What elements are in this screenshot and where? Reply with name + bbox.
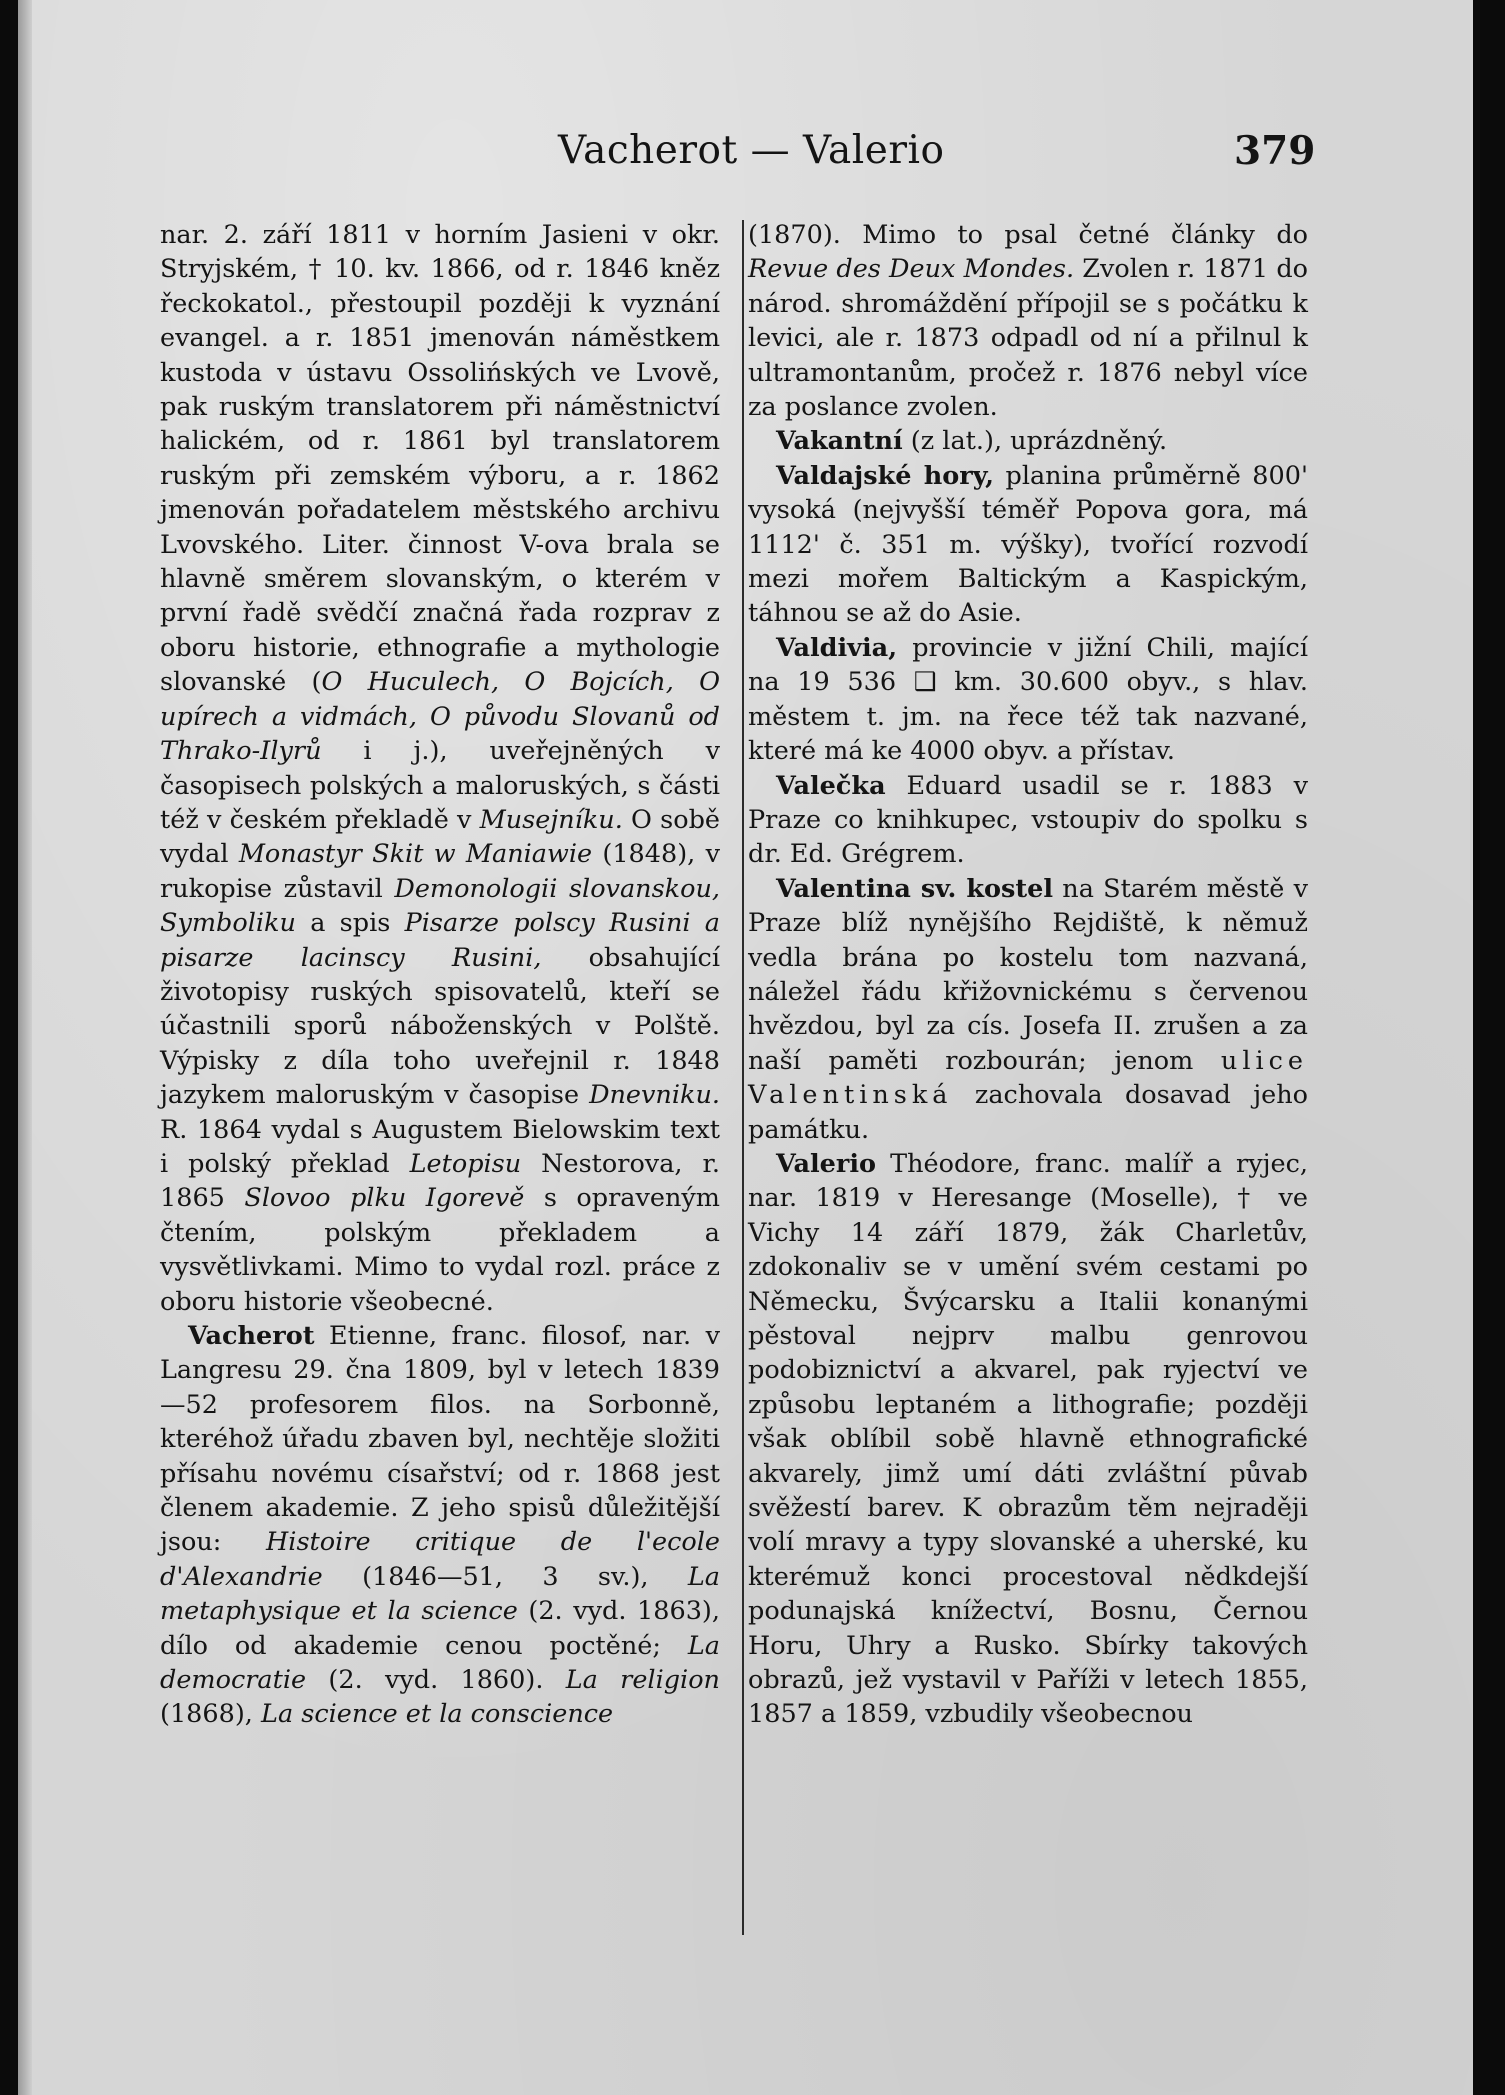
text-run: La democratie xyxy=(160,1630,720,1696)
text-run: (1848), v rukopise zůstavil xyxy=(160,839,720,904)
text-run: Eduard usadil se r. 1883 v Praze co knihkupec, vstoupiv do spolku s dr. Ed. Grégrem. xyxy=(748,770,1308,870)
text-run: O sobě vydal xyxy=(160,804,720,870)
text-run: (2. vyd. 1863), dílo od akademie cenou poctěné; xyxy=(160,1596,720,1661)
text-run: a spis xyxy=(295,908,405,939)
headword: Valdajské hory, xyxy=(776,460,994,491)
entry-vakantni xyxy=(748,424,1308,458)
text-run: La religion xyxy=(565,1665,720,1696)
text-run: (2. vyd. 1860). xyxy=(306,1665,566,1696)
text-run: (z lat.), uprázdněný. xyxy=(902,426,1168,457)
entry-valecka xyxy=(748,769,1308,872)
page-number: 379 xyxy=(1234,128,1316,174)
column-divider xyxy=(742,220,744,1935)
text-run: Zvolen r. 1871 do národ. shromáždění přípojil se s počátku k levici, ale r. 1873 odpadl od ní a přilnul k ultramontanům, pročež r. 1876 nebyl více za poslance zvolen. xyxy=(748,254,1308,423)
entry-continuation xyxy=(748,218,1308,424)
text-run: planina průměrně 800' vysoká (nejvyšší téměř Popova gora, má 1112' č. 351 m. výšky), tvořící rozvodí mezi mořem Baltickým a Kaspickým, táhnou se až do Asie. xyxy=(748,460,1308,629)
entry-valdajske-hory xyxy=(748,459,1308,631)
text-run: s opraveným čtením, polským překladem a vysvětlivkami. Mimo to vydal rozl. práce z oboru historie všeobecné. xyxy=(160,1183,720,1317)
text-run: Revue des Deux Mondes. xyxy=(748,254,1075,285)
page-header xyxy=(18,128,1473,188)
entry-vacherot xyxy=(160,1319,720,1732)
text-run: (1870). Mimo to psal četné články do xyxy=(748,220,1308,250)
headword: Valdivia, xyxy=(776,632,898,663)
text-run: La science et la conscience xyxy=(261,1699,614,1730)
text-run: Slovoo plku Igorevě xyxy=(244,1183,525,1214)
text-run: La metaphysique et la science xyxy=(160,1561,720,1627)
text-run: ulice Valentinská xyxy=(748,1045,1308,1111)
text-run: O Huculech, O Bojcích, O upírech a vidmách, O původu Slovanů od Thrako-Ilyrů xyxy=(160,667,720,767)
headword: Valečka xyxy=(776,770,886,801)
text-run: Musejníku. xyxy=(479,804,623,835)
scanned-page xyxy=(18,0,1473,2095)
text-run: Nestorova, r. 1865 xyxy=(160,1148,720,1214)
text-run: obsahující životopisy ruských spisovatelů, kteří se účastnili sporů náboženských v Polště. Výpisky z díla toho uveřejnil r. 1848 jazykem maloruským v časopise xyxy=(160,942,720,1111)
text-run: Letopisu xyxy=(409,1148,522,1179)
headword: Vakantní xyxy=(776,426,903,457)
page-edge-shadow xyxy=(18,0,32,2095)
right-column xyxy=(748,218,1308,1732)
headword: Valentina sv. kostel xyxy=(776,873,1054,904)
text-run: provincie v jižní Chili, mající na 19 536 ❑ km. 30.600 obyv., s hlav. městem t. jm. na řece též tak nazvané, které má ke 4000 obyv. a přístav. xyxy=(748,632,1308,767)
entry-valentina-kostel xyxy=(748,872,1308,1147)
text-run: Demonologii slovanskou, Symboliku xyxy=(160,873,720,939)
text-run: i j.), uveřejněných v časopisech polských a maloruských, s části též v českém překladě v xyxy=(160,736,720,835)
text-run: Théodore, franc. malíř a ryjec, nar. 1819 v Heresange (Moselle), † ve Vichy 14 září 1879, žák Charletův, zdokonaliv se v umění svém cestami po Německu, Švýcarsku a Italii konanými pěstoval nejprv malbu genrovou podobiznictví a akvarel, pak ryjectví ve způsobu leptaném a lithografie; později však oblíbil sobě hlavně ethnografické akvarely, jimž umí dáti zvláštní půvab svěžestí barev. K obrazům těm nejraději volí mravy a typy slovanské a uherské, ku kterémuž konci procestoval nědkdejší podunajská knížectví, Bosnu, Černou Horu, Uhry a Rusko. Sbírky takových obrazů, jež vystavil v Paříži v letech 1855, 1857 a 1859, vzbudily všeobecnou xyxy=(748,1148,1308,1730)
text-run: nar. 2. září 1811 v horním Jasieni v okr. Stryjském, † 10. kv. 1866, od r. 1846 kněz řeckokatol., přestoupil později k vyznání evangel. a r. 1851 jmenován náměstkem kustoda v ústavu Ossolińských ve Lvově, pak ruským translatorem při náměstnictví halickém, od r. 1861 byl translatorem ruským při zemském výboru, a r. 1862 jmenován pořadatelem městského archivu Lvovského. Liter. činnost V-ova brala se hlavně směrem slovanským, o kterém v první řadě svědčí značná řada rozprav z oboru historie, ethnografie a mythologie slovanské ( xyxy=(160,220,720,698)
text-run: zachovala dosavad jeho památku. xyxy=(748,1080,1308,1145)
text-run: Etienne, franc. filosof, nar. v Langresu 29. čna 1809, byl v letech 1839—52 profesorem filos. na Sorbonně, kteréhož úřadu zbaven byl, nechtěje složiti přísahu novému císařství; od r. 1868 jest členem akademie. Z jeho spisů důležitější jsou: xyxy=(160,1321,720,1558)
text-run: R. 1864 vydal s Augustem Bielowskim text i polský překlad xyxy=(160,1114,720,1179)
entry-valerio xyxy=(748,1147,1308,1732)
left-column xyxy=(160,218,720,1732)
headword: Valerio xyxy=(776,1148,877,1179)
text-run: na Starém městě v Praze blíž nynějšího Rejdiště, k němuž vedla brána po kostelu tom nazvaná, náležel řádu křižovnickému s červenou hvězdou, byl za cís. Josefa II. zrušen a za naší paměti rozbourán; jenom xyxy=(748,873,1308,1076)
text-run: Histoire critique de l'ecole d'Alexandrie xyxy=(160,1527,721,1592)
entry-continuation xyxy=(160,218,720,1319)
text-run: (1868), xyxy=(160,1699,262,1730)
text-run: (1846—51, 3 sv.), xyxy=(322,1561,688,1592)
text-run: Monastyr Skit w Maniawie xyxy=(238,839,593,870)
running-title: Vacherot — Valerio xyxy=(558,128,945,173)
text-run: Dnevniku. xyxy=(589,1080,720,1111)
headword: Vacherot xyxy=(188,1321,315,1351)
text-run: Pisarze polscy Rusini a pisarze lacinscy Rusini, xyxy=(160,908,721,973)
entry-valdivia xyxy=(748,631,1308,769)
